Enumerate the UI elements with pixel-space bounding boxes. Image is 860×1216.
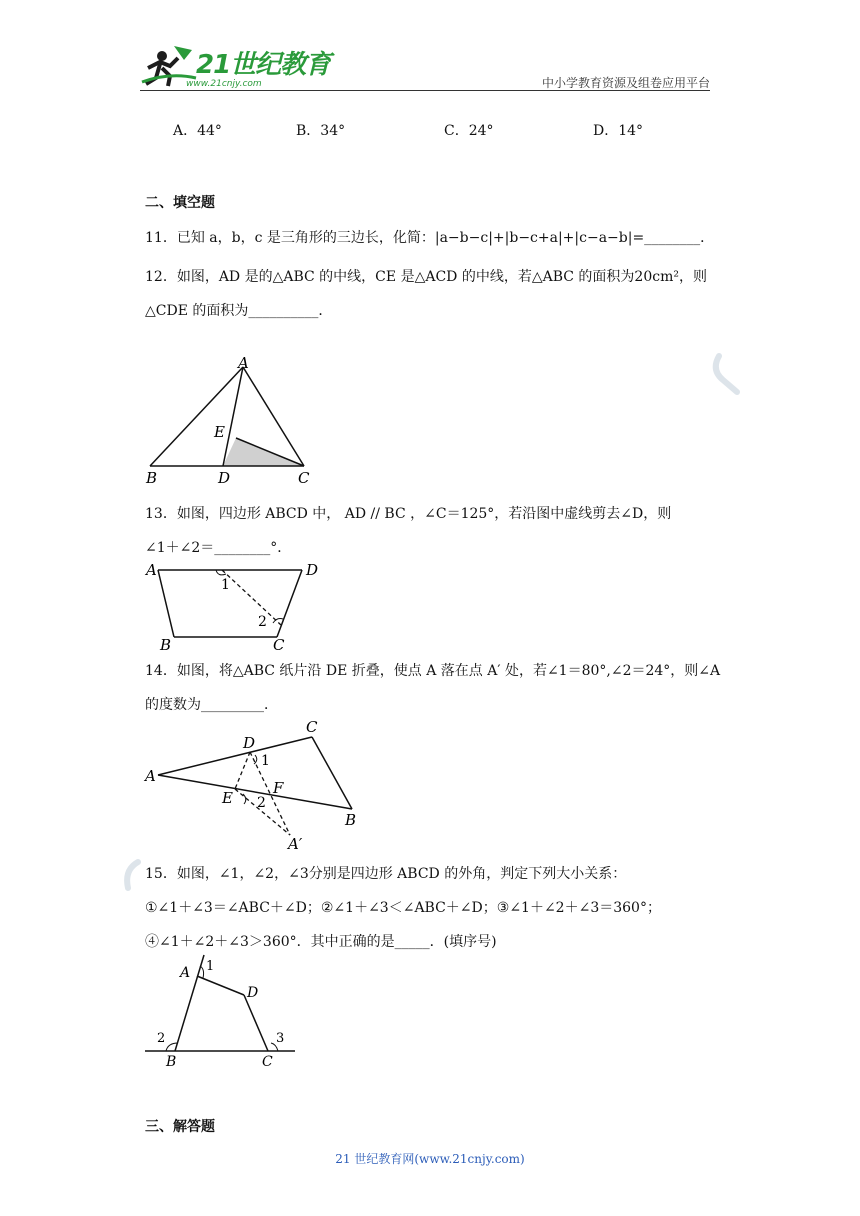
label-D: D: [306, 561, 319, 579]
question-11: 11．已知 a，b，c 是三角形的三边长，化简：|a−b−c|+|b−c+a|+|c−a−b|=________．: [145, 230, 715, 246]
label-B: B: [345, 811, 357, 829]
question-14-line2: 的度数为_________．: [145, 697, 278, 713]
label-C: C: [273, 636, 285, 654]
figure-13: [140, 555, 340, 655]
label-A-prime: A′: [288, 835, 303, 853]
label-2: 2: [257, 795, 266, 811]
question-12-line2: △CDE 的面积为__________．: [145, 303, 333, 319]
label-C: C: [262, 1054, 273, 1070]
watermark-mark-icon: [705, 350, 745, 400]
label-D: D: [247, 985, 259, 1001]
question-15-line2: ①∠1＋∠3＝∠ABC＋∠D；②∠1＋∠3＜∠ABC＋∠D；③∠1＋∠2＋∠3＝360°；: [145, 900, 661, 916]
label-3: 3: [276, 1031, 285, 1046]
label-C: C: [298, 469, 310, 487]
option-a: A．44°: [173, 123, 222, 139]
label-1: 1: [206, 959, 215, 974]
header-divider: [140, 90, 710, 91]
label-2: 2: [258, 614, 267, 630]
label-D: D: [218, 469, 231, 487]
watermark-mark-icon: [118, 858, 148, 898]
question-15-line3: ④∠1＋∠2＋∠3＞360°．其中正确的是_____．(填序号): [145, 934, 497, 950]
option-d: D．14°: [593, 123, 644, 139]
label-A: A: [238, 355, 249, 372]
option-b: B．34°: [296, 123, 346, 139]
footer-text[interactable]: 21 世纪教育网(www.21cnjy.com): [335, 1152, 525, 1166]
label-A: A: [146, 561, 157, 579]
label-1: 1: [221, 577, 230, 593]
label-B: B: [146, 469, 158, 487]
section-answer-title: 三、解答题: [145, 1119, 215, 1135]
figure-14: [140, 715, 370, 855]
label-B: B: [160, 636, 172, 654]
label-C: C: [306, 718, 318, 736]
logo-text: 21世纪教育: [196, 50, 331, 80]
label-A: A: [180, 965, 191, 981]
label-F: F: [273, 779, 284, 797]
question-13-line2: ∠1＋∠2＝________°．: [145, 540, 292, 556]
platform-title: 中小学教育资源及组卷应用平台: [541, 76, 710, 90]
label-1: 1: [261, 753, 270, 769]
question-15-line1: 15．如图，∠1，∠2，∠3分别是四边形 ABCD 的外角，判定下列大小关系：: [145, 866, 627, 882]
figure-15: [140, 950, 310, 1075]
logo-url: www.21cnjy.com: [186, 79, 262, 89]
figure-12: [140, 355, 340, 490]
question-13-line1: 13．如图，四边形 ABCD 中， AD // BC ，∠C＝125°，若沿图中虚线剪去∠D，则: [145, 506, 672, 522]
option-c: C．24°: [444, 123, 494, 139]
label-B: B: [166, 1054, 177, 1070]
label-2: 2: [157, 1031, 166, 1046]
label-E: E: [214, 423, 225, 441]
label-E: E: [222, 789, 233, 807]
question-14-line1: 14．如图，将△ABC 纸片沿 DE 折叠，使点 A 落在点 A′ 处，若∠1＝80°,∠2＝24°，则∠A: [145, 663, 721, 679]
question-12-line1: 12．如图，AD 是的△ABC 的中线，CE 是△ACD 的中线，若△ABC 的面积为20cm²，则: [145, 269, 707, 285]
label-D: D: [243, 734, 256, 752]
label-A: A: [145, 767, 156, 785]
section-fill-in-title: 二、填空题: [145, 195, 215, 211]
